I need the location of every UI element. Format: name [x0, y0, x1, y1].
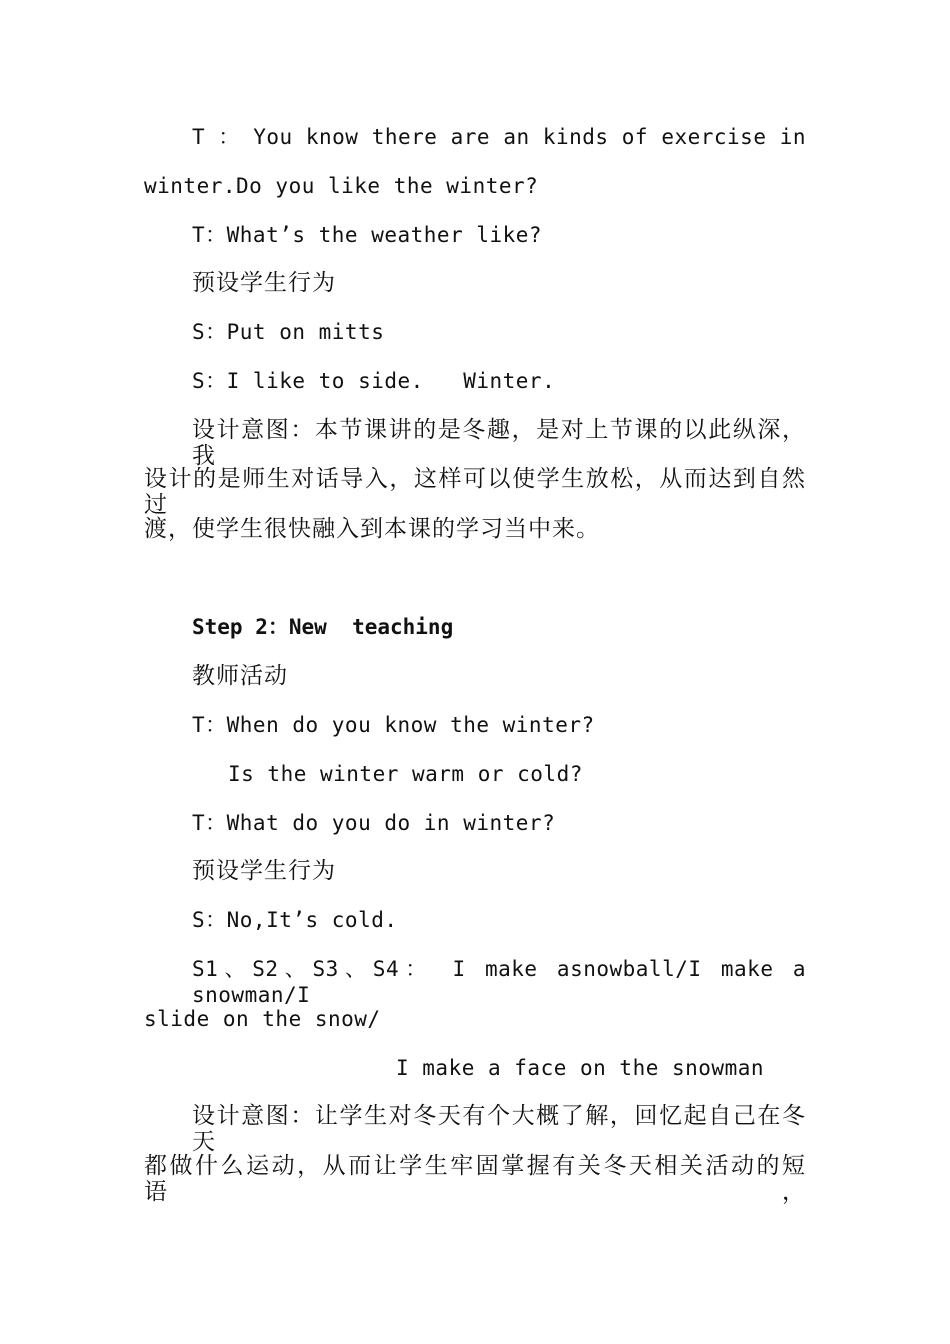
paragraph-line: 设计的是师生对话导入，这样可以使学生放松，从而达到自然过 [144, 466, 806, 518]
paragraph-line: 预设学生行为 [192, 858, 336, 884]
paragraph-line: S1、S2、S3、S4： I make asnowball/I make a snowman/I [192, 957, 806, 1007]
paragraph-line: I make a face on the snowman [396, 1056, 765, 1080]
paragraph-line: S：Put on mitts [192, 320, 385, 344]
paragraph-line: slide on the snow/ [144, 1007, 381, 1031]
paragraph-line: T：What’s the weather like? [192, 223, 543, 247]
paragraph-line: S：No,It’s cold. [192, 908, 398, 932]
paragraph-line: 预设学生行为 [192, 270, 336, 296]
paragraph-line: T：What do you do in winter? [192, 811, 556, 835]
paragraph-line: 都做什么运动，从而让学生牢固掌握有关冬天相关活动的短语， [144, 1153, 806, 1205]
paragraph-line: 渡，使学生很快融入到本课的学习当中来。 [144, 516, 600, 542]
section-heading: Step 2：New teaching [192, 615, 454, 639]
paragraph-line: Is the winter warm or cold? [228, 762, 583, 786]
paragraph-line: 设计意图：本节课讲的是冬趣，是对上节课的以此纵深，我 [192, 417, 806, 469]
paragraph-line: 教师活动 [192, 663, 288, 689]
paragraph-line: S：I like to side. Winter. [192, 369, 556, 393]
paragraph-line: winter.Do you like the winter? [144, 174, 539, 198]
paragraph-line: T ： You know there are an kinds of exercise in [192, 125, 806, 149]
paragraph-line: T：When do you know the winter? [192, 713, 595, 737]
paragraph-line: 设计意图：让学生对冬天有个大概了解，回忆起自己在冬天 [192, 1103, 806, 1155]
